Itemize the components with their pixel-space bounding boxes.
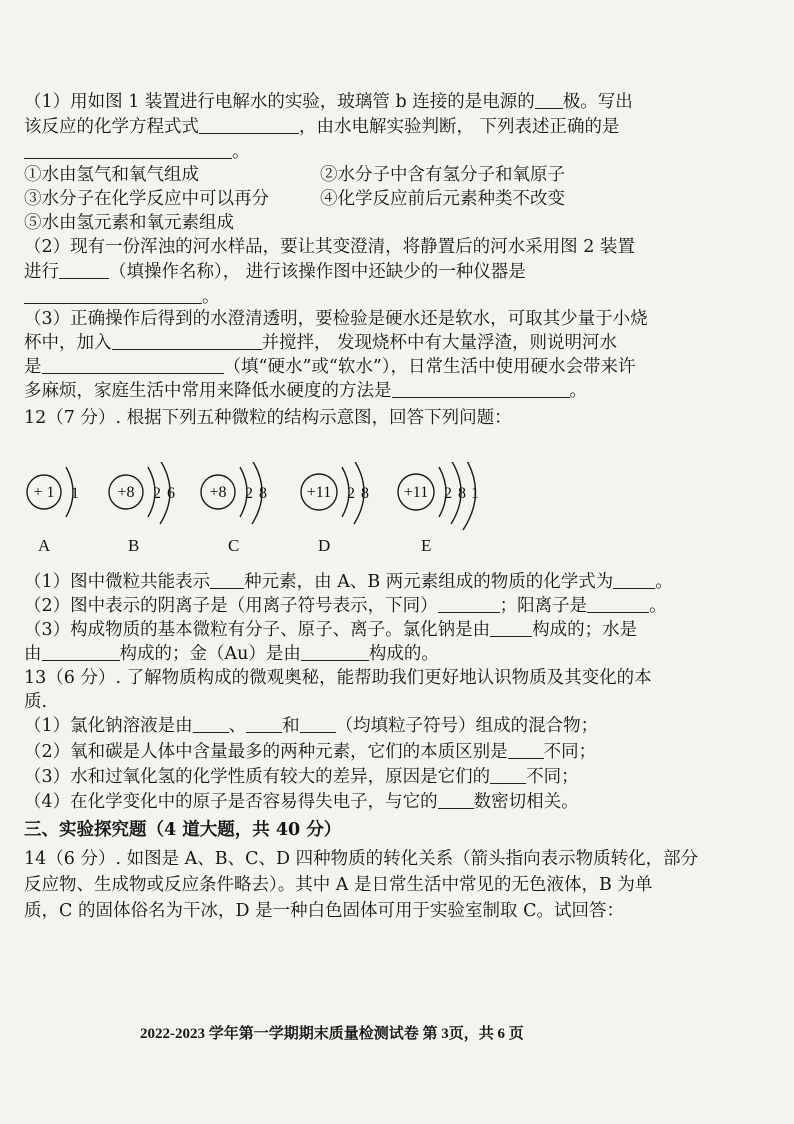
q11-p2-line3: 。 [24, 285, 774, 309]
blank-solution-particle-3[interactable] [300, 714, 336, 733]
q12-s2: （2）图中表示的阴离子是（用离子符号表示，下同） ；阳离子是 。 [24, 596, 667, 616]
q13-title: 13（6 分）. 了解物质构成的微观奥秘，能帮助我们更好地认识物质及其变化的本 [24, 668, 652, 688]
blank-electrode[interactable] [535, 90, 563, 109]
blank-formula-ab[interactable] [613, 570, 655, 589]
atom-b-electrons-1: 2 [153, 485, 161, 502]
atom-b-nucleus: +8 [117, 484, 135, 501]
atom-b-electrons-2: 6 [167, 485, 175, 502]
atom-c-electrons-1: 2 [245, 485, 253, 502]
q13-s2: （2）氧和碳是人体中含量最多的两种元素，它们的本质区别是 不同； [24, 742, 597, 762]
q14-line2: 反应物、生成物或反应条件略去）。其中 A 是日常生活中常见的无色液体，B 为单 [24, 875, 653, 895]
q12-s3b: 由 构成的；金（Au）是由 构成的。 [24, 644, 439, 664]
blank-gold-particles[interactable] [301, 642, 369, 661]
atom-label-d: D [318, 536, 331, 555]
atom-e-nucleus: +11 [403, 484, 429, 501]
page-footer: 2022-2023 学年第一学期期末质量检测试卷 第 3页，共 6 页 [140, 1026, 524, 1042]
atom-d-electrons-2: 8 [361, 485, 369, 502]
blank-property-reason[interactable] [490, 765, 526, 784]
blank-anion[interactable] [438, 594, 500, 613]
blank-operation-name[interactable] [59, 260, 109, 279]
blank-element-count[interactable] [210, 570, 244, 589]
blank-correct-options[interactable] [24, 140, 232, 159]
blank-equation[interactable] [199, 115, 299, 134]
q13-s3: （3）水和过氧化氢的化学性质有较大的差异，原因是它们的 不同； [24, 767, 579, 787]
atom-label-e: E [421, 536, 432, 555]
atom-label-a: A [38, 536, 51, 555]
q12-s3: （3）构成物质的基本微粒有分子、原子、离子。氯化钠是由 构成的；水是 [24, 620, 638, 640]
q11-p3-line1: （3）正确操作后得到的水澄清透明，要检验是硬水还是软水，可取其少量于小烧 [24, 309, 648, 329]
blank-electron-number[interactable] [438, 790, 474, 809]
q11-p3-line3: 是 （填“硬水”或“软水”），日常生活中使用硬水会带来许 [24, 357, 636, 377]
q11-p2-line2: 进行 （填操作名称）， 进行该操作图中还缺少的一种仪器是 [24, 262, 526, 282]
blank-solution-particle-1[interactable] [193, 714, 229, 733]
blank-water-particles[interactable] [42, 642, 120, 661]
atom-d-nucleus: +11 [306, 484, 332, 501]
q11-p1-line3: 。 [24, 140, 774, 164]
q13-s1: （1）氯化钠溶液是由 、 和 （均填粒子符号）组成的混合物； [24, 716, 599, 736]
q11-p3-line4: 多麻烦，家庭生活中常用来降低水硬度的方法是 。 [24, 381, 587, 401]
q11-p2-line1: （2）现有一份浑浊的河水样品，要让其变澄清，将静置后的河水采用图 2 装置 [24, 237, 635, 257]
atom-label-b: B [128, 536, 140, 555]
q11-options-row2: ③水分子在化学反应中可以再分 ④化学反应前后元素种类不改变 [24, 189, 565, 209]
q11-options-row1: ①水由氢气和氧气组成 ②水分子中含有氢分子和氧原子 [24, 165, 565, 185]
atom-a-electrons-1: 1 [71, 485, 79, 502]
atom-diagram-svg [0, 462, 794, 562]
blank-reagent[interactable] [112, 331, 262, 350]
atom-c-electrons-2: 8 [259, 485, 267, 502]
blank-solution-particle-2[interactable] [246, 714, 282, 733]
q13-s4: （4）在化学变化中的原子是否容易得失电子，与它的 数密切相关。 [24, 792, 579, 812]
atom-structure-diagrams [0, 462, 794, 562]
atom-e-electrons-2: 8 [458, 485, 466, 502]
blank-cation[interactable] [587, 594, 649, 613]
atom-label-c: C [228, 536, 240, 555]
q14-line3: 质，C 的固体俗名为干冰，D 是一种白色固体可用于实验室制取 C。试回答： [24, 901, 624, 921]
blank-softening-method[interactable] [392, 379, 570, 398]
q13-title2: 质. [24, 692, 48, 712]
q11-p1-line1: （1）用如图 1 装置进行电解水的实验，玻璃管 b 连接的是电源的 极。写出 [24, 92, 633, 112]
blank-nacl-particles[interactable] [490, 618, 532, 637]
q12-s1: （1）图中微粒共能表示 种元素，由 A、B 两元素组成的物质的化学式为 。 [24, 572, 673, 592]
q11-options-row3: ⑤水由氢元素和氧元素组成 [24, 213, 234, 233]
section-3-heading: 三、实验探究题（4 道大题，共 40 分） [24, 820, 342, 840]
blank-hard-soft[interactable] [42, 355, 224, 374]
atom-a-nucleus: + 1 [33, 484, 55, 501]
q12-title: 12（7 分）. 根据下列五种微粒的结构示意图，回答下列问题： [24, 408, 512, 428]
blank-missing-instrument[interactable] [24, 285, 202, 304]
atom-c-nucleus: +8 [209, 484, 227, 501]
q11-p1-line2: 该反应的化学方程式式 ，由水电解实验判断， 下列表述正确的是 [24, 117, 620, 137]
blank-element-difference[interactable] [508, 740, 544, 759]
atom-e-electrons-1: 2 [444, 485, 452, 502]
q14-line1: 14（6 分）. 如图是 A、B、C、D 四种物质的转化关系（箭头指向表示物质转化，部分 [24, 849, 699, 869]
q11-p3-line2: 杯中，加入 并搅拌， 发现烧杯中有大量浮渣，则说明河水 [24, 333, 618, 353]
atom-d-electrons-1: 2 [347, 485, 355, 502]
atom-e-electrons-3: 1 [471, 485, 479, 502]
